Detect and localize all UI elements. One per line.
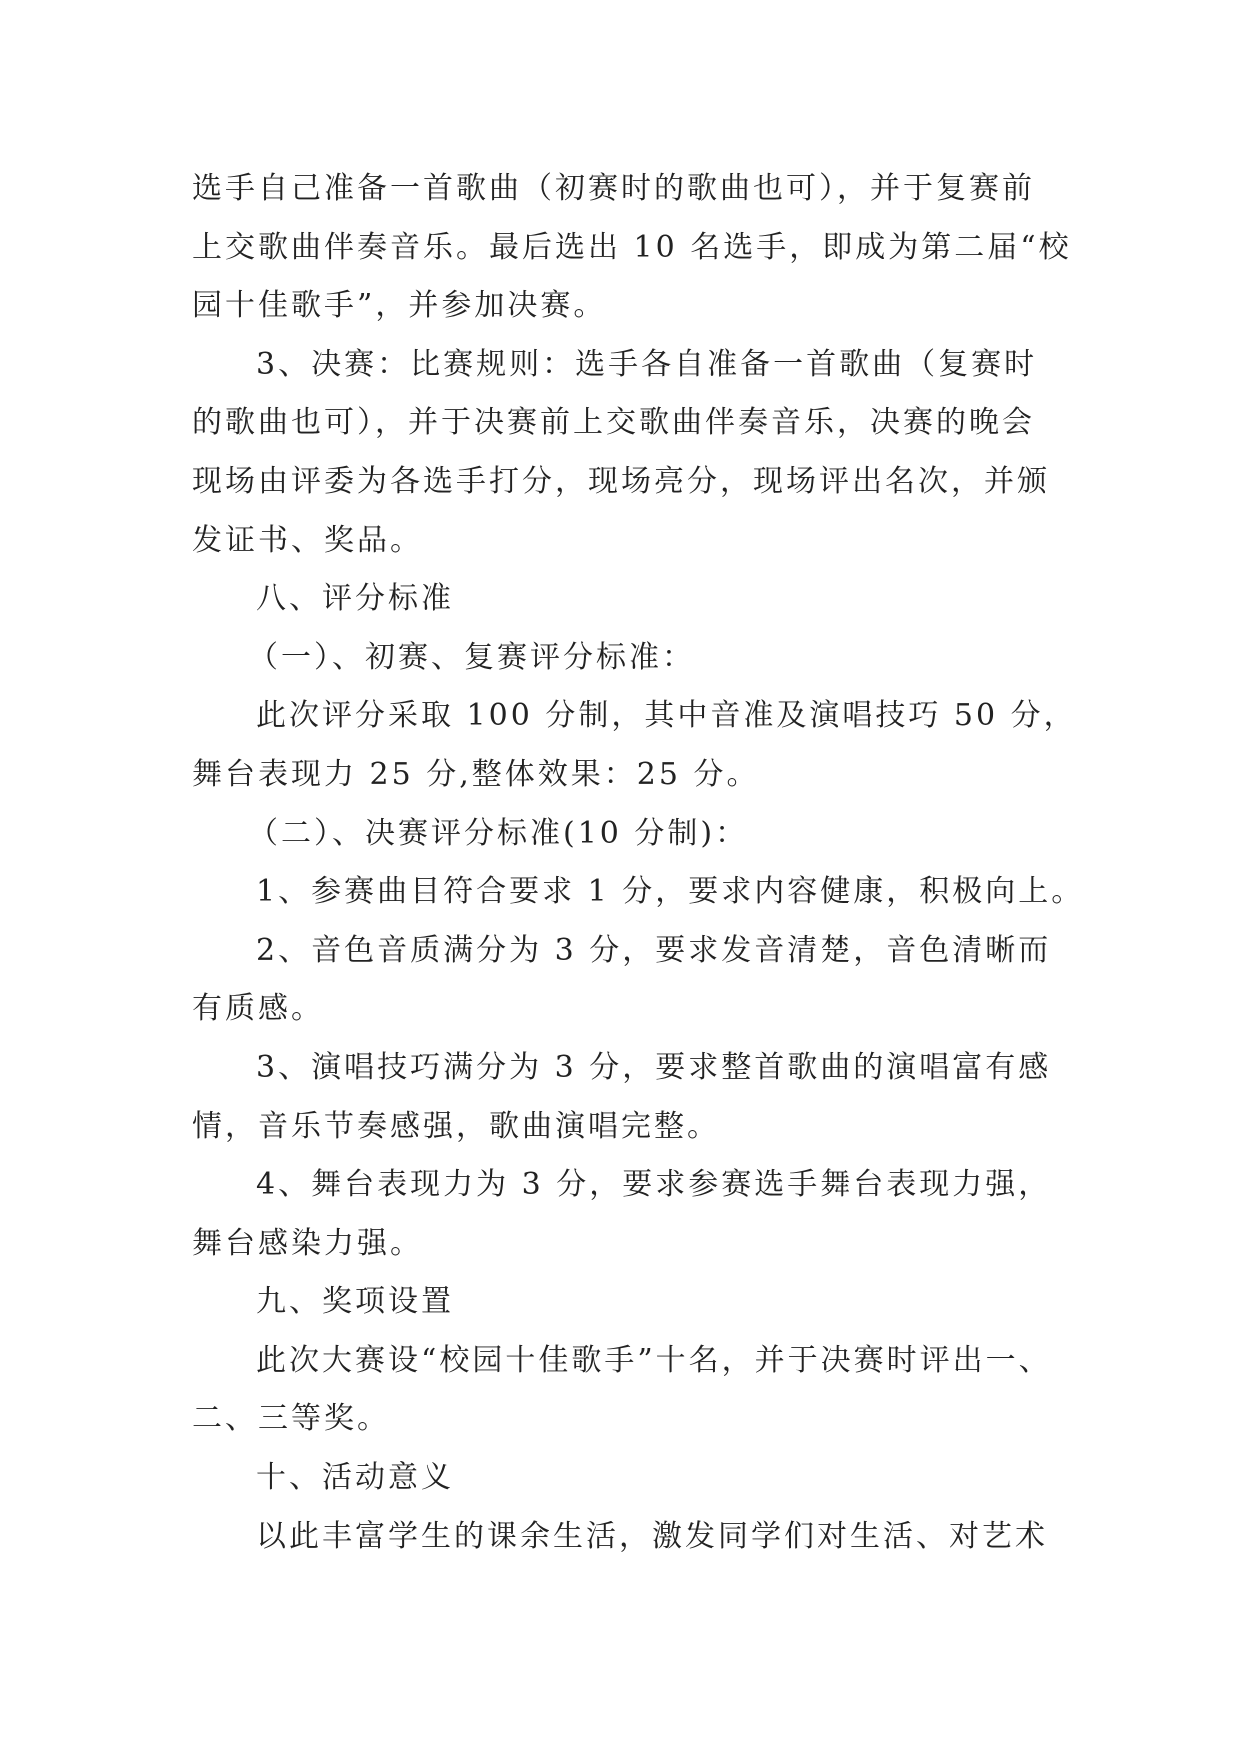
subsection-heading-preliminary: （一）、初赛、复赛评分标准： xyxy=(248,639,695,675)
criterion-item-3: 3、演唱技巧满分为 3 分，要求整首歌曲的演唱富有感 xyxy=(256,1049,1052,1085)
criterion-item-2: 2、音色音质满分为 3 分，要求发音清楚，音色清晰而 xyxy=(256,932,1052,968)
text-line: 情，音乐节奏感强，歌曲演唱完整。 xyxy=(192,1108,720,1144)
text-line: 现场由评委为各选手打分，现场亮分，现场评出名次，并颁 xyxy=(192,463,1050,499)
paragraph-final-round: 3、决赛：比赛规则：选手各自准备一首歌曲（复赛时 xyxy=(256,346,1038,382)
text-line: 舞台感染力强。 xyxy=(192,1225,423,1261)
text-line: 园十佳歌手”，并参加决赛。 xyxy=(192,288,607,324)
paragraph-scoring-system: 此次评分采取 100 分制，其中音准及演唱技巧 50 分， xyxy=(256,698,1077,734)
text-line: 有质感。 xyxy=(192,991,324,1027)
text-line: 舞台表现力 25 分,整体效果：25 分。 xyxy=(192,756,760,792)
document-body xyxy=(192,160,1085,1566)
text-line: 上交歌曲伴奏音乐。最后选出 10 名选手，即成为第二届“校 xyxy=(192,229,1072,265)
paragraph-awards: 此次大赛设“校园十佳歌手”十名，并于决赛时评出一、 xyxy=(256,1342,1052,1378)
section-heading-scoring: 八、评分标准 xyxy=(256,581,454,617)
text-line: 发证书、奖品。 xyxy=(192,522,423,558)
text-line: 的歌曲也可），并于决赛前上交歌曲伴奏音乐，决赛的晚会 xyxy=(192,405,1035,441)
text-line: 二、三等奖。 xyxy=(192,1401,390,1437)
section-heading-significance: 十、活动意义 xyxy=(256,1460,454,1496)
text-line: 选手自己准备一首歌曲（初赛时的歌曲也可），并于复赛前 xyxy=(192,171,1035,206)
subsection-heading-final: （二）、决赛评分标准(10 分制)： xyxy=(248,815,749,851)
criterion-item-4: 4、舞台表现力为 3 分，要求参赛选手舞台表现力强， xyxy=(256,1167,1052,1203)
paragraph-significance: 以此丰富学生的课余生活，激发同学们对生活、对艺术 xyxy=(256,1518,1048,1554)
section-heading-awards: 九、奖项设置 xyxy=(256,1284,454,1320)
criterion-item-1: 1、参赛曲目符合要求 1 分，要求内容健康，积极向上。 xyxy=(256,874,1085,910)
